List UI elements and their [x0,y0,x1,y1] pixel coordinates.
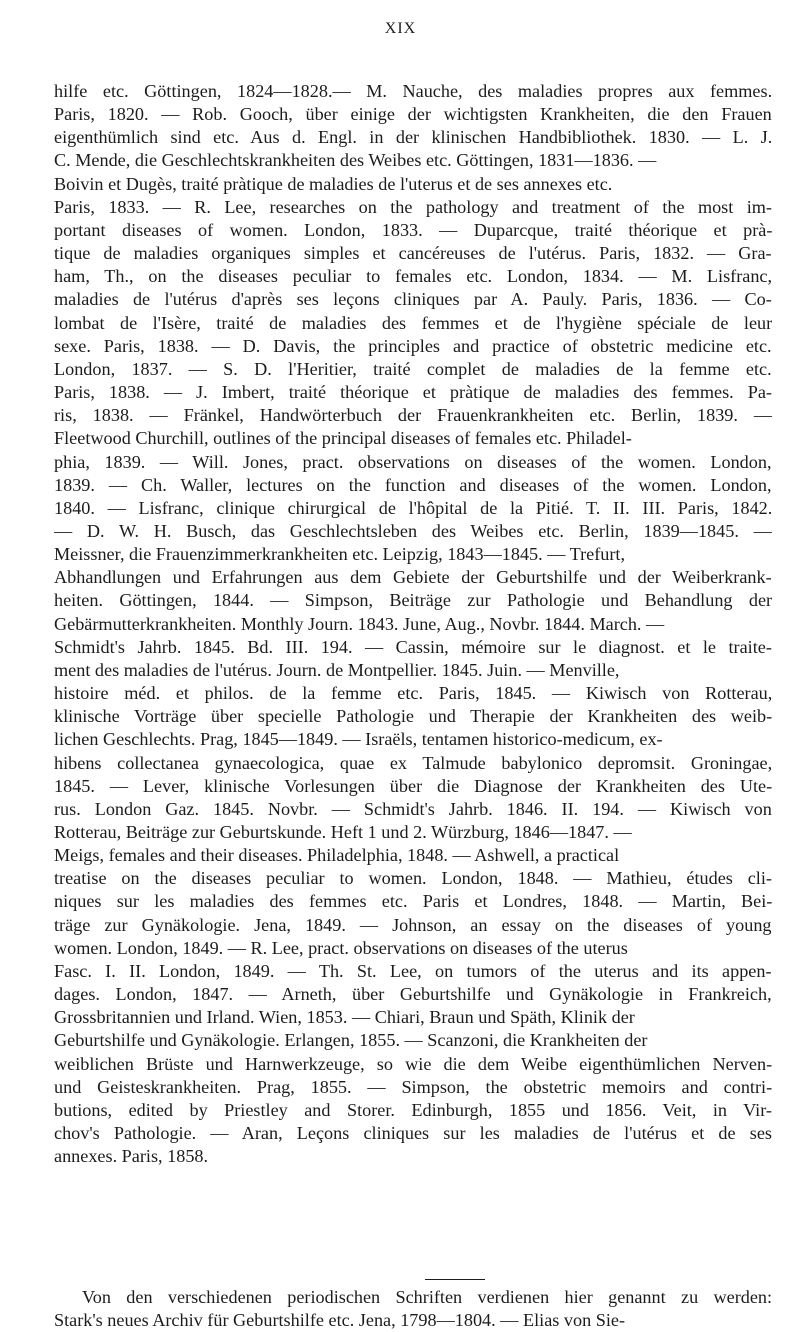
text-line: Meissner, die Frauenzimmerkrankheiten etc. Leipzig, 1843—1845. — Trefurt, [54,544,626,565]
text-line: treatise on the diseases peculiar to women. London, 1848. — Mathieu, études cli- [54,868,772,889]
text-line: ris, 1838. — Fränkel, Handwörterbuch der Frauenkrankheiten etc. Berlin, 1839. — [54,405,772,426]
page-number: XIX [384,20,417,37]
text-line: 1840. — Lisfranc, clinique chirurgical de l'hôpital de la Pitié. T. II. III. Paris, 1842. [54,497,772,518]
text-line: annexes. Paris, 1858. [54,1146,209,1167]
text-line: Fleetwood Churchill, outlines of the principal diseases of females etc. Philadel- [54,428,632,449]
text-line: histoire méd. et philos. de la femme etc. Paris, 1845. — Kiwisch von Rotterau, [54,683,772,704]
section-divider [425,1279,485,1280]
text-line: women. London, 1849. — R. Lee, pract. observations on diseases of the uterus [54,937,628,958]
text-line: Stark's neues Archiv für Geburtshilfe etc. Jena, 1798—1804. — Elias von Sie- [54,1310,626,1331]
text-line: sexe. Paris, 1838. — D. Davis, the principles and practice of obstetric medicine etc. [54,335,772,356]
text-line: 1839. — Ch. Waller, lectures on the function and diseases of the women. London, [54,474,772,495]
text-line: Paris, 1820. — Rob. Gooch, über einige der wichtigsten Krankheiten, die den Frauen [54,104,772,125]
text-line: Paris, 1833. — R. Lee, researches on the pathology and treatment of the most im- [54,196,772,217]
text-line: hilfe etc. Göttingen, 1824—1828.— M. Nauche, des maladies propres aux femmes. [54,81,772,101]
text-line: Von den verschiedenen periodischen Schriften verdienen hier genannt zu werden: [82,1287,772,1307]
text-line: Abhandlungen und Erfahrungen aus dem Gebiete der Geburtshilfe und der Weiberkrank- [54,567,772,588]
text-line: weiblichen Brüste und Harnwerkzeuge, so wie die dem Weibe eigenthümlichen Nerven- [54,1053,772,1074]
text-line: 1845. — Lever, klinische Vorlesungen über die Diagnose der Krankheiten des Ute- [54,775,772,796]
text-line: ham, Th., on the diseases peculiar to females etc. London, 1834. — M. Lisfranc, [54,266,772,287]
text-line: chov's Pathologie. — Aran, Leçons cliniques sur les maladies de l'utérus et de ses [54,1123,772,1144]
text-line: eigenthümlich sind etc. Aus d. Engl. in der klinischen Handbibliothek. 1830. — L. J. [54,127,772,148]
text-line: Boivin et Dugès, traité pràtique de maladies de l'uterus et de ses annexes etc. [54,173,613,194]
text-line: Meigs, females and their diseases. Philadelphia, 1848. — Ashwell, a practical [54,845,620,866]
text-line: London, 1837. — S. D. l'Heritier, traité complet de maladies de la femme etc. [54,358,772,379]
text-line: klinische Vorträge über specielle Pathologie und Therapie der Krankheiten des weib- [54,706,772,727]
text-line: lichen Geschlechts. Prag, 1845—1849. — Israëls, tentamen historico-medicum, ex- [54,729,663,750]
text-line: Schmidt's Jahrb. 1845. Bd. III. 194. — Cassin, mémoire sur le diagnost. et le traite- [54,636,772,657]
text-line: phia, 1839. — Will. Jones, pract. observations on diseases of the women. London, [54,451,772,472]
text-line: Grossbritannien und Irland. Wien, 1853. — Chiari, Braun und Späth, Klinik der [54,1007,635,1028]
text-line: — D. W. H. Busch, das Geschlechtsleben des Weibes etc. Berlin, 1839—1845. — [54,520,772,541]
text-line: tique de maladies organiques simples et cancéreuses de l'utérus. Paris, 1832. — Gra- [54,243,772,264]
text-line: und Geisteskrankheiten. Prag, 1855. — Simpson, the obstetric memoirs and contri- [54,1076,772,1097]
text-line: Geburtshilfe und Gynäkologie. Erlangen, 1855. — Scanzoni, die Krankheiten der [54,1030,648,1051]
text-line: hibens collectanea gynaecologica, quae ex Talmude babylonico depromsit. Groningae, [54,752,772,773]
text-line: träge zur Gynäkologie. Jena, 1849. — Johnson, an essay on the diseases of young [54,914,772,935]
text-line: lombat de l'Isère, traité de maladies des femmes et de l'hygiène spéciale de leur [54,312,772,333]
text-line: Fasc. I. II. London, 1849. — Th. St. Lee, on tumors of the uterus and its appen- [54,960,772,981]
periodicals-paragraph [54,1286,772,1332]
text-line: Gebärmutterkrankheiten. Monthly Journ. 1843. June, Aug., Novbr. 1844. March. — [54,613,665,634]
text-line: Paris, 1838. — J. Imbert, traité théorique et pràtique de maladies des femmes. Pa- [54,382,772,403]
text-line: butions, edited by Priestley and Storer. Edinburgh, 1855 und 1856. Veit, in Vir- [54,1099,772,1120]
text-line: niques sur les maladies des femmes etc. Paris et Londres, 1848. — Martin, Bei- [54,891,772,912]
bibliography-paragraph [54,80,772,1168]
text-line: heiten. Göttingen, 1844. — Simpson, Beiträge zur Pathologie und Behandlung der [54,590,772,611]
text-line: C. Mende, die Geschlechtskrankheiten des Weibes etc. Göttingen, 1831—1836. — [54,150,657,171]
text-line: portant diseases of women. London, 1833. — Duparcque, traité théorique et prà- [54,219,772,240]
text-line: ment des maladies de l'utérus. Journ. de Montpellier. 1845. Juin. — Menville, [54,659,620,680]
text-line: dages. London, 1847. — Arneth, über Geburtshilfe und Gynäkologie in Frankreich, [54,984,772,1005]
text-line: Rotterau, Beiträge zur Geburtskunde. Heft 1 und 2. Würzburg, 1846—1847. — [54,822,632,842]
text-line: maladies de l'utérus d'après ses leçons cliniques par A. Pauly. Paris, 1836. — Co- [54,289,772,310]
text-line: rus. London Gaz. 1845. Novbr. — Schmidt's Jahrb. 1846. II. 194. — Kiwisch von [54,798,772,819]
